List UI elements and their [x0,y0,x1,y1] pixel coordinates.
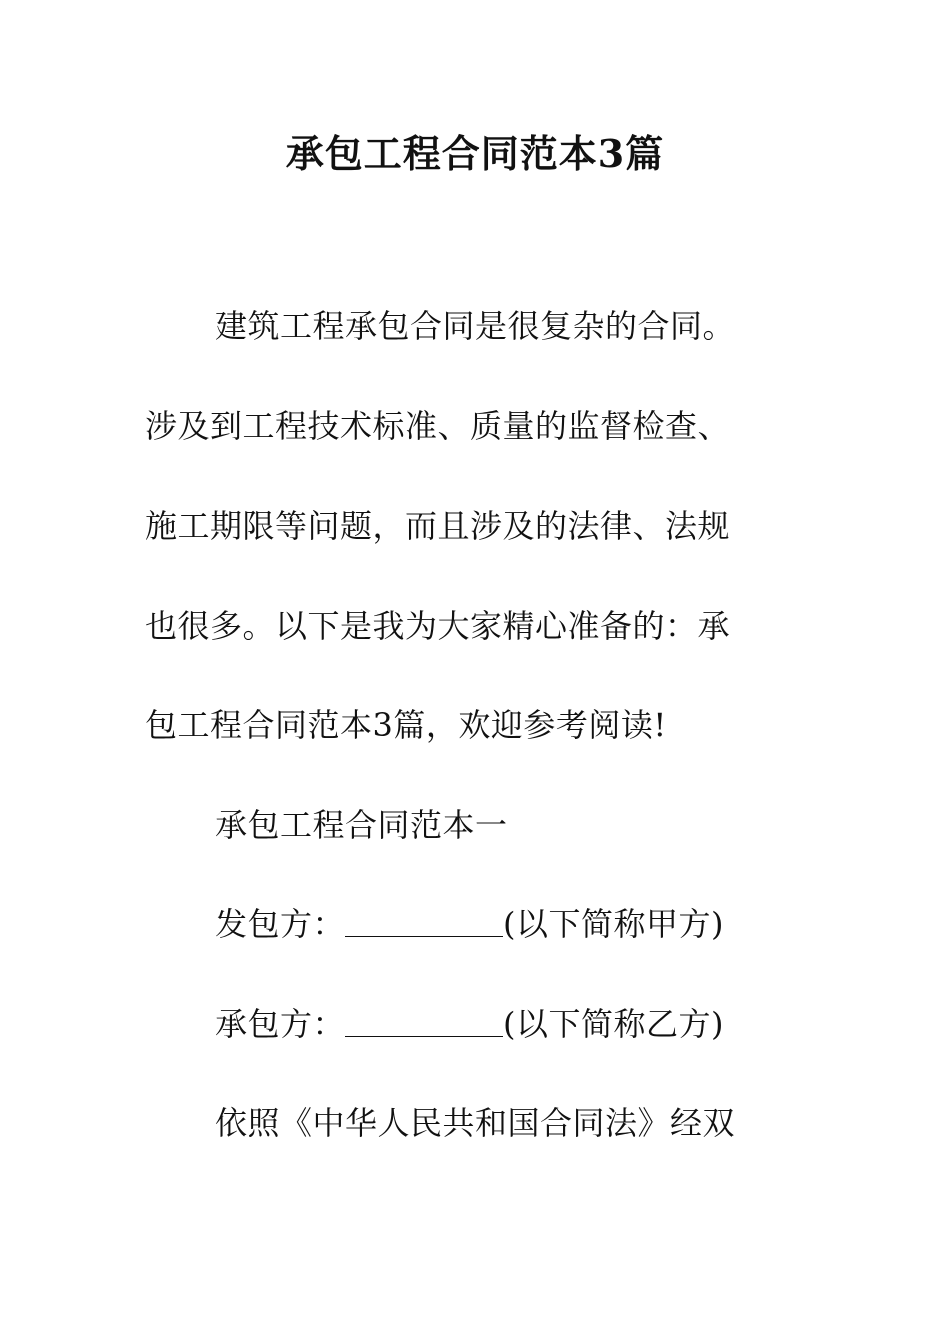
party-b-label: 承包方： [215,1005,346,1043]
document-title: 承包工程合同范本3篇 [285,131,665,176]
party-a-label: 发包方： [215,905,346,943]
body-line-last: 依照《中华人民共和国合同法》经双 [215,1104,736,1142]
party-a-line [215,902,724,946]
intro-line-5: 包工程合同范本3篇，欢迎参考阅读! [145,706,667,744]
party-a-blank [345,906,503,937]
intro-line-3: 施工期限等问题，而且涉及的法律、法规 [145,507,731,545]
section-heading: 承包工程合同范本一 [215,806,508,844]
party-b-blank [345,1006,503,1037]
intro-line-2: 涉及到工程技术标准、质量的监督检查、 [145,407,731,445]
party-b-suffix: (以下简称乙方) [503,1005,724,1043]
intro-line-4: 也很多。以下是我为大家精心准备的：承 [145,607,731,645]
intro-line-1: 建筑工程承包合同是很复杂的合同。 [215,307,736,345]
party-b-line [215,1002,724,1046]
party-a-suffix: (以下简称甲方) [503,905,724,943]
